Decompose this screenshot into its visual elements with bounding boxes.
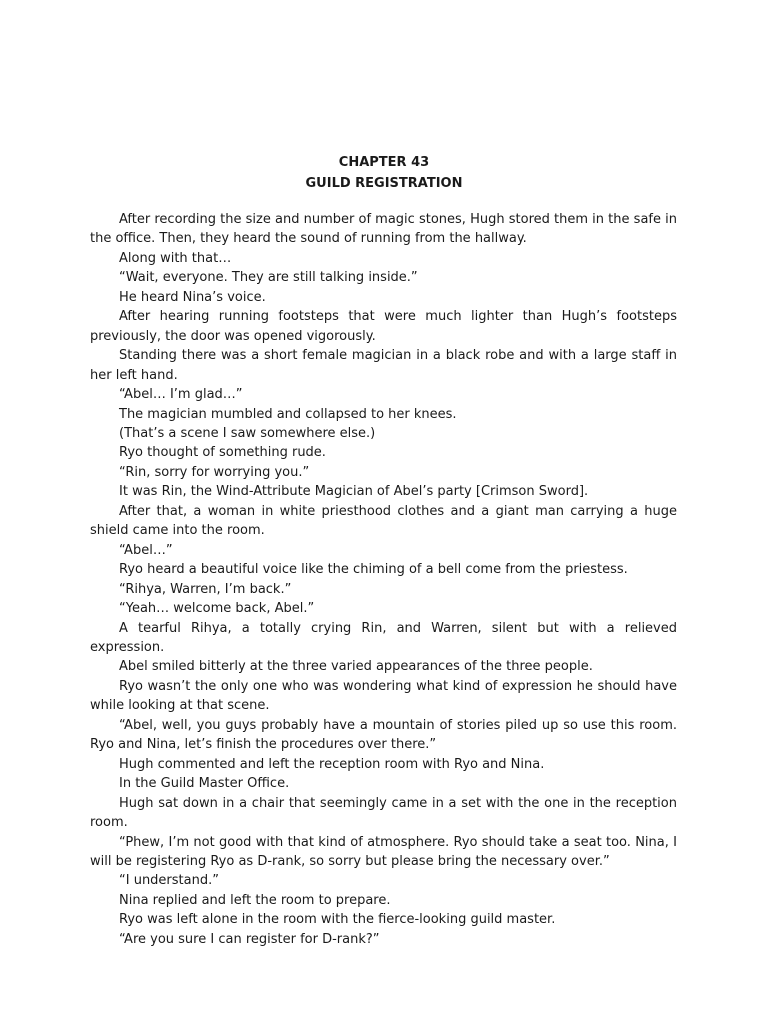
- paragraph: Ryo thought of something rude.: [119, 445, 326, 461]
- paragraph: “Rin, sorry for worrying you.”: [119, 464, 310, 480]
- paragraph: In the Guild Master Office.: [119, 776, 290, 792]
- paragraph: After hearing running footsteps that were much lighter than Hugh’s footsteps previously, the door was opened vigorously.: [90, 309, 677, 344]
- chapter-title: GUILD REGISTRATION: [305, 176, 463, 191]
- paragraph: He heard Nina’s voice.: [119, 289, 266, 305]
- paragraph: “Abel… I’m glad…”: [119, 387, 243, 403]
- paragraph: After that, a woman in white priesthood clothes and a giant man carrying a huge shield came into the room.: [90, 503, 677, 539]
- paragraph: “I understand.”: [119, 873, 219, 889]
- paragraph: After recording the size and number of magic stones, Hugh stored them in the safe in the office. Then, they heard the sound of running from the hallway.: [90, 212, 677, 247]
- paragraph: Along with that…: [119, 250, 232, 266]
- paragraph: Ryo was left alone in the room with the fierce-looking guild master.: [119, 912, 556, 928]
- paragraph: Hugh sat down in a chair that seemingly came in a set with the one in the reception room.: [90, 795, 677, 831]
- paragraph: (That’s a scene I saw somewhere else.): [119, 425, 376, 441]
- paragraph: “Yeah… welcome back, Abel.”: [119, 601, 315, 617]
- paragraph: “Abel…”: [119, 542, 173, 558]
- chapter-body: [90, 210, 677, 949]
- paragraph: The magician mumbled and collapsed to her knees.: [119, 406, 457, 422]
- paragraph: Ryo wasn’t the only one who was wondering what kind of expression he should have while looking at that scene.: [90, 678, 677, 714]
- paragraph: “Rihya, Warren, I’m back.”: [119, 581, 292, 597]
- paragraph: Hugh commented and left the reception room with Ryo and Nina.: [119, 756, 545, 772]
- paragraph: Ryo heard a beautiful voice like the chiming of a bell come from the priestess.: [119, 562, 628, 578]
- paragraph: A tearful Rihya, a totally crying Rin, and Warren, silent but with a relieved expression.: [90, 620, 677, 655]
- paragraph: “Abel, well, you guys probably have a mountain of stories piled up so use this room. Ryo and Nina, let’s finish the procedures over there.”: [90, 717, 677, 753]
- paragraph: Abel smiled bitterly at the three varied appearances of the three people.: [119, 659, 593, 675]
- chapter-number: CHAPTER 43: [338, 155, 430, 170]
- paragraph: It was Rin, the Wind-Attribute Magician of Abel’s party [Crimson Sword].: [119, 484, 589, 500]
- paragraph: Nina replied and left the room to prepare.: [119, 892, 391, 908]
- paragraph: “Phew, I’m not good with that kind of atmosphere. Ryo should take a seat too. Nina, I will be registering Ryo as D-rank, so sorry but please bring the necessary over.”: [90, 834, 677, 869]
- paragraph: Standing there was a short female magician in a black robe and with a large staff in her left hand.: [90, 348, 677, 383]
- paragraph: “Wait, everyone. They are still talking inside.”: [119, 270, 418, 286]
- paragraph: “Are you sure I can register for D-rank?”: [119, 931, 380, 947]
